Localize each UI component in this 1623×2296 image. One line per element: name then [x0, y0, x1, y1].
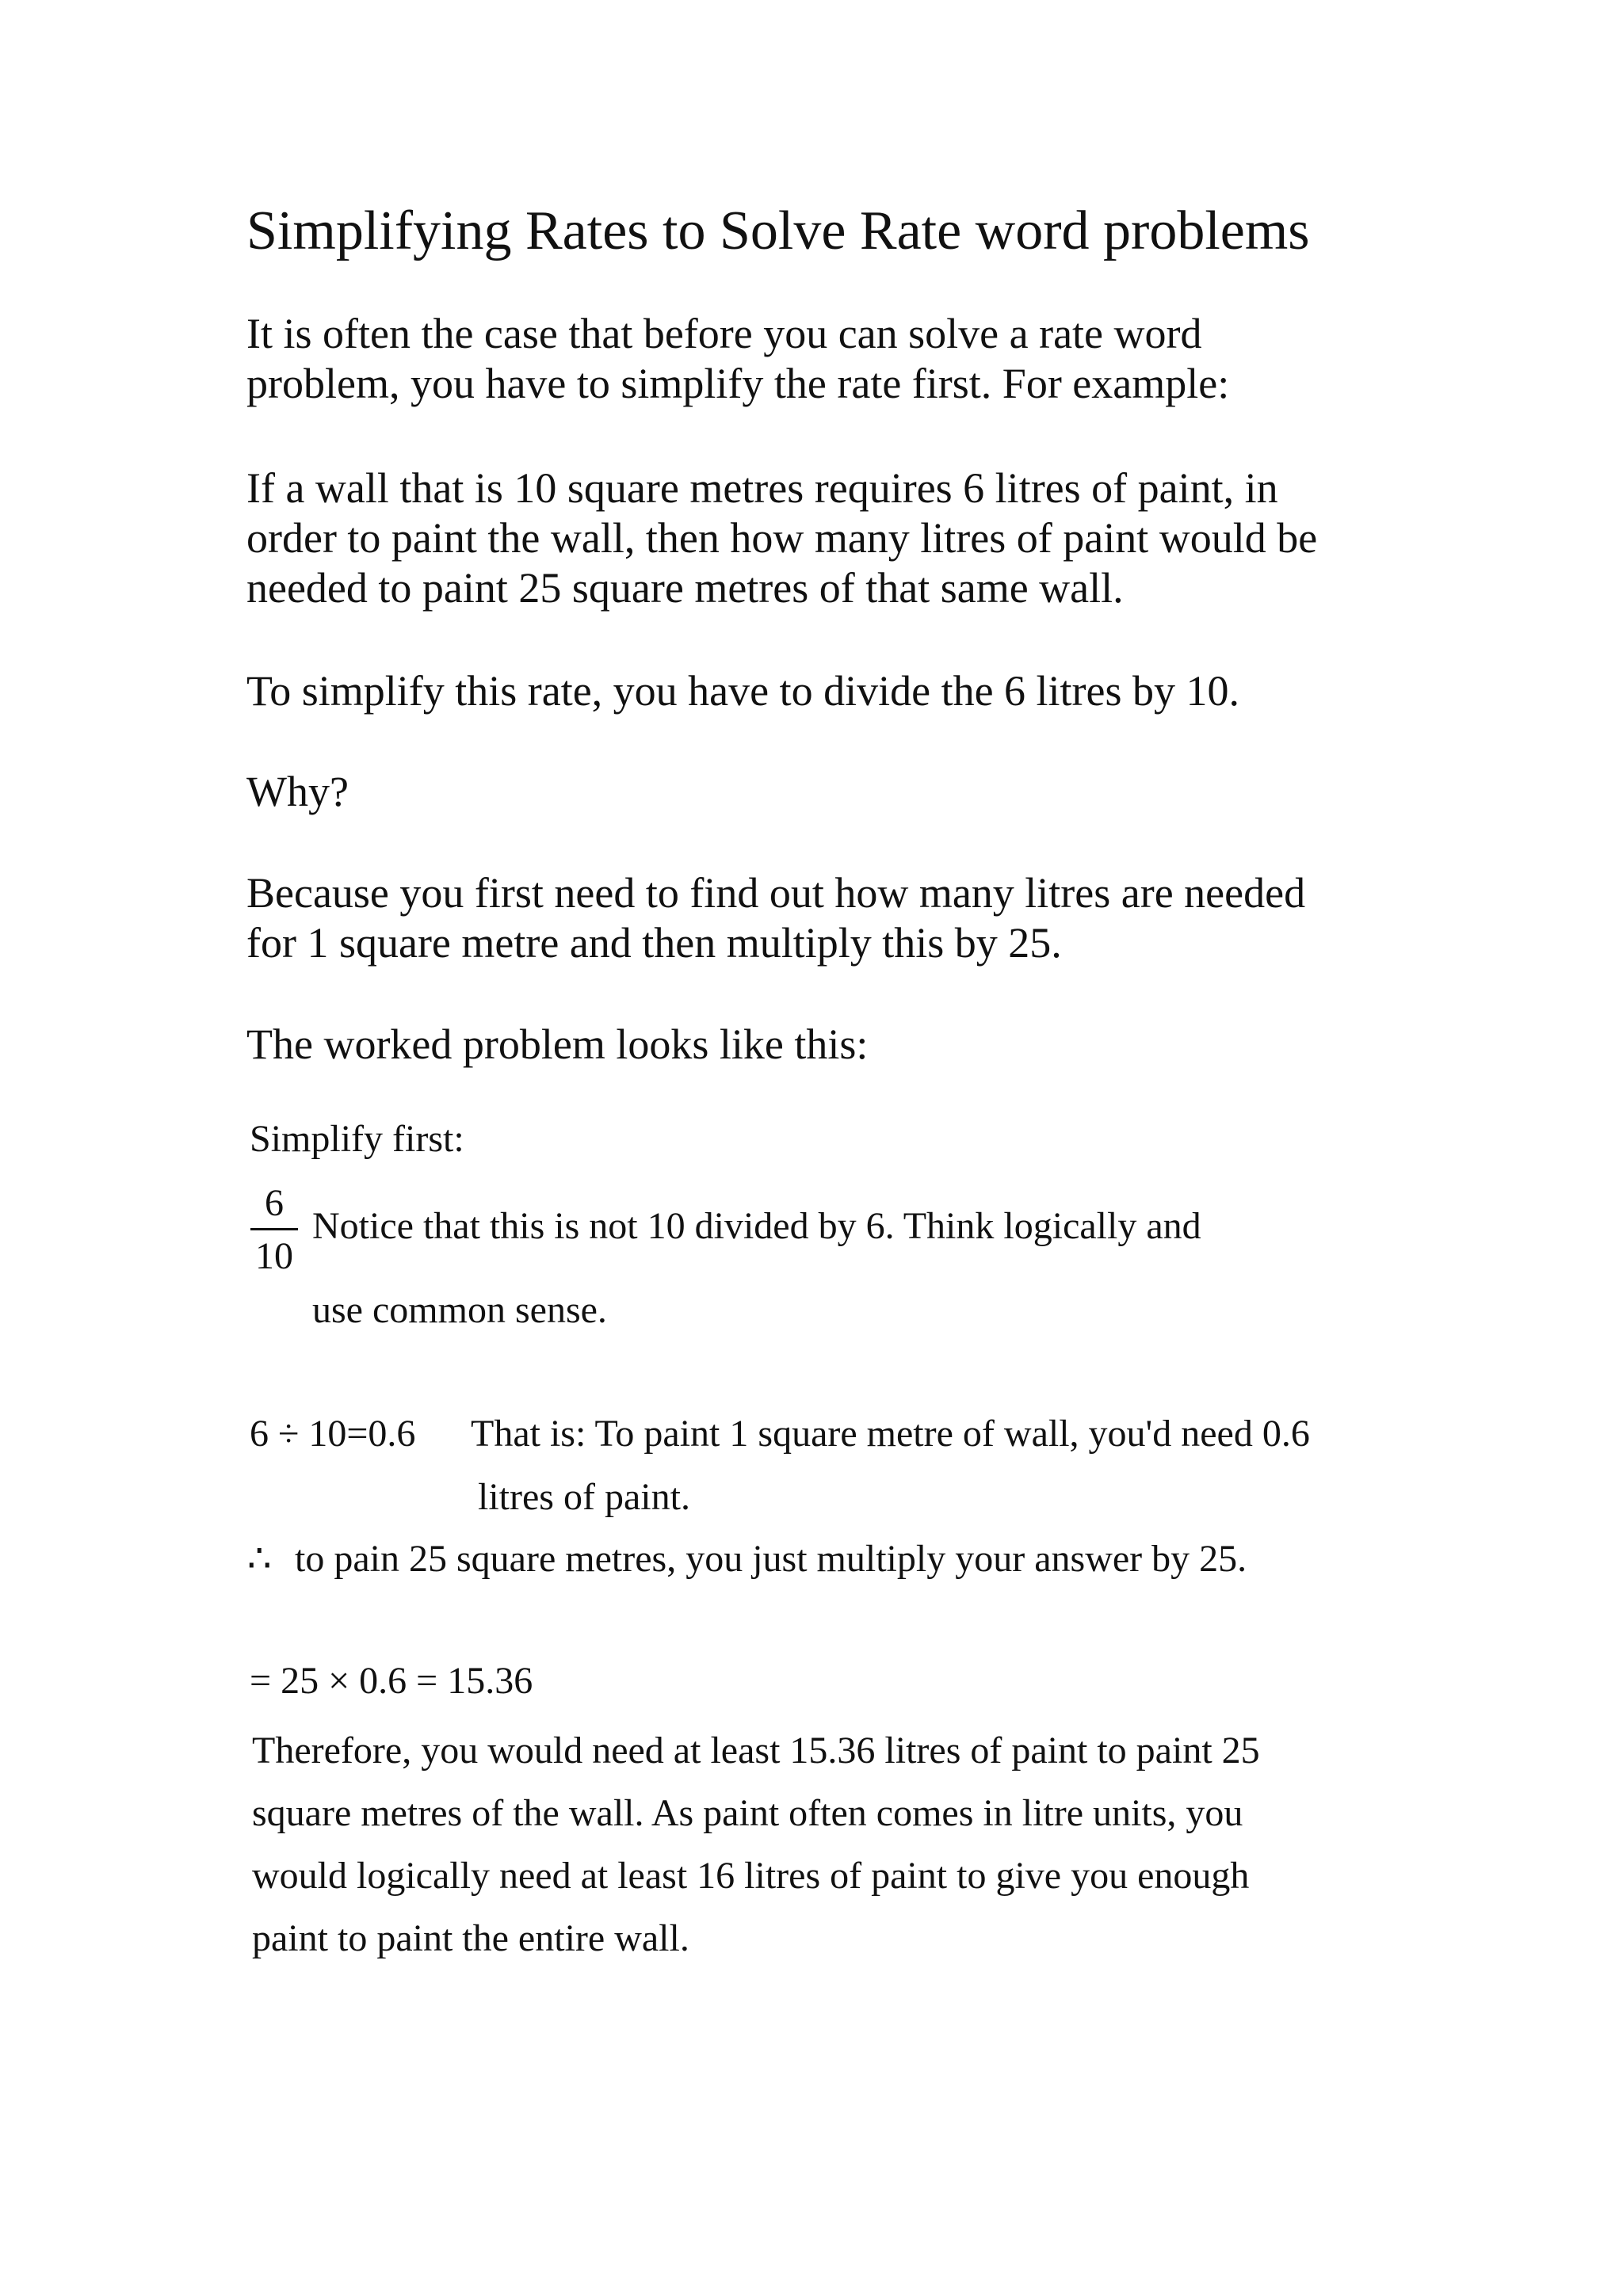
page-title: Simplifying Rates to Solve Rate word problems	[246, 200, 1310, 261]
simplify-first-label: Simplify first:	[250, 1118, 464, 1160]
fraction-numerator: 6	[265, 1182, 284, 1224]
text-line: Because you first need to find out how many litres are needed	[246, 869, 1306, 917]
therefore-line: to pain 25 square metres, you just multiply your answer by 25.	[295, 1538, 1247, 1580]
division-expression: 6 ÷ 10=0.6	[250, 1413, 416, 1455]
simplify-statement: To simplify this rate, you have to divide the 6 litres by 10.	[246, 667, 1240, 715]
therefore-symbol: ∴	[247, 1538, 272, 1580]
text-line: Therefore, you would need at least 15.36 litres of paint to paint 25	[252, 1730, 1260, 1772]
worked-intro: The worked problem looks like this:	[246, 1020, 869, 1068]
problem-paragraph	[246, 463, 1317, 613]
because-paragraph	[246, 868, 1305, 968]
fraction-denominator: 10	[255, 1235, 293, 1277]
text-line: paint to paint the entire wall.	[252, 1917, 689, 1959]
that-is-line-2: litres of paint.	[478, 1476, 690, 1518]
equation: = 25 × 0.6 = 15.36	[250, 1660, 533, 1702]
text-line: needed to paint 25 square metres of that same wall.	[246, 564, 1124, 612]
text-line: for 1 square metre and then multiply this by 25.	[246, 919, 1062, 967]
text-line: square metres of the wall. As paint often comes in litre units, you	[252, 1792, 1243, 1834]
text-line: It is often the case that before you can solve a rate word	[246, 310, 1202, 357]
fraction-bar	[250, 1228, 298, 1230]
notice-line-2: use common sense.	[312, 1289, 607, 1331]
text-line: problem, you have to simplify the rate first. For example:	[246, 360, 1230, 407]
text-line: would logically need at least 16 litres of paint to give you enough	[252, 1855, 1250, 1897]
that-is-line-1: That is: To paint 1 square metre of wall, you'd need 0.6	[471, 1413, 1310, 1455]
text-line: If a wall that is 10 square metres requires 6 litres of paint, in	[246, 464, 1278, 512]
fraction-six-tenths	[250, 1182, 298, 1278]
conclusion-paragraph	[252, 1719, 1260, 1970]
text-line: order to paint the wall, then how many litres of paint would be	[246, 514, 1318, 562]
notice-line-1: Notice that this is not 10 divided by 6. Think logically and	[312, 1205, 1201, 1247]
why-question: Why?	[246, 768, 349, 815]
intro-paragraph	[246, 309, 1229, 409]
